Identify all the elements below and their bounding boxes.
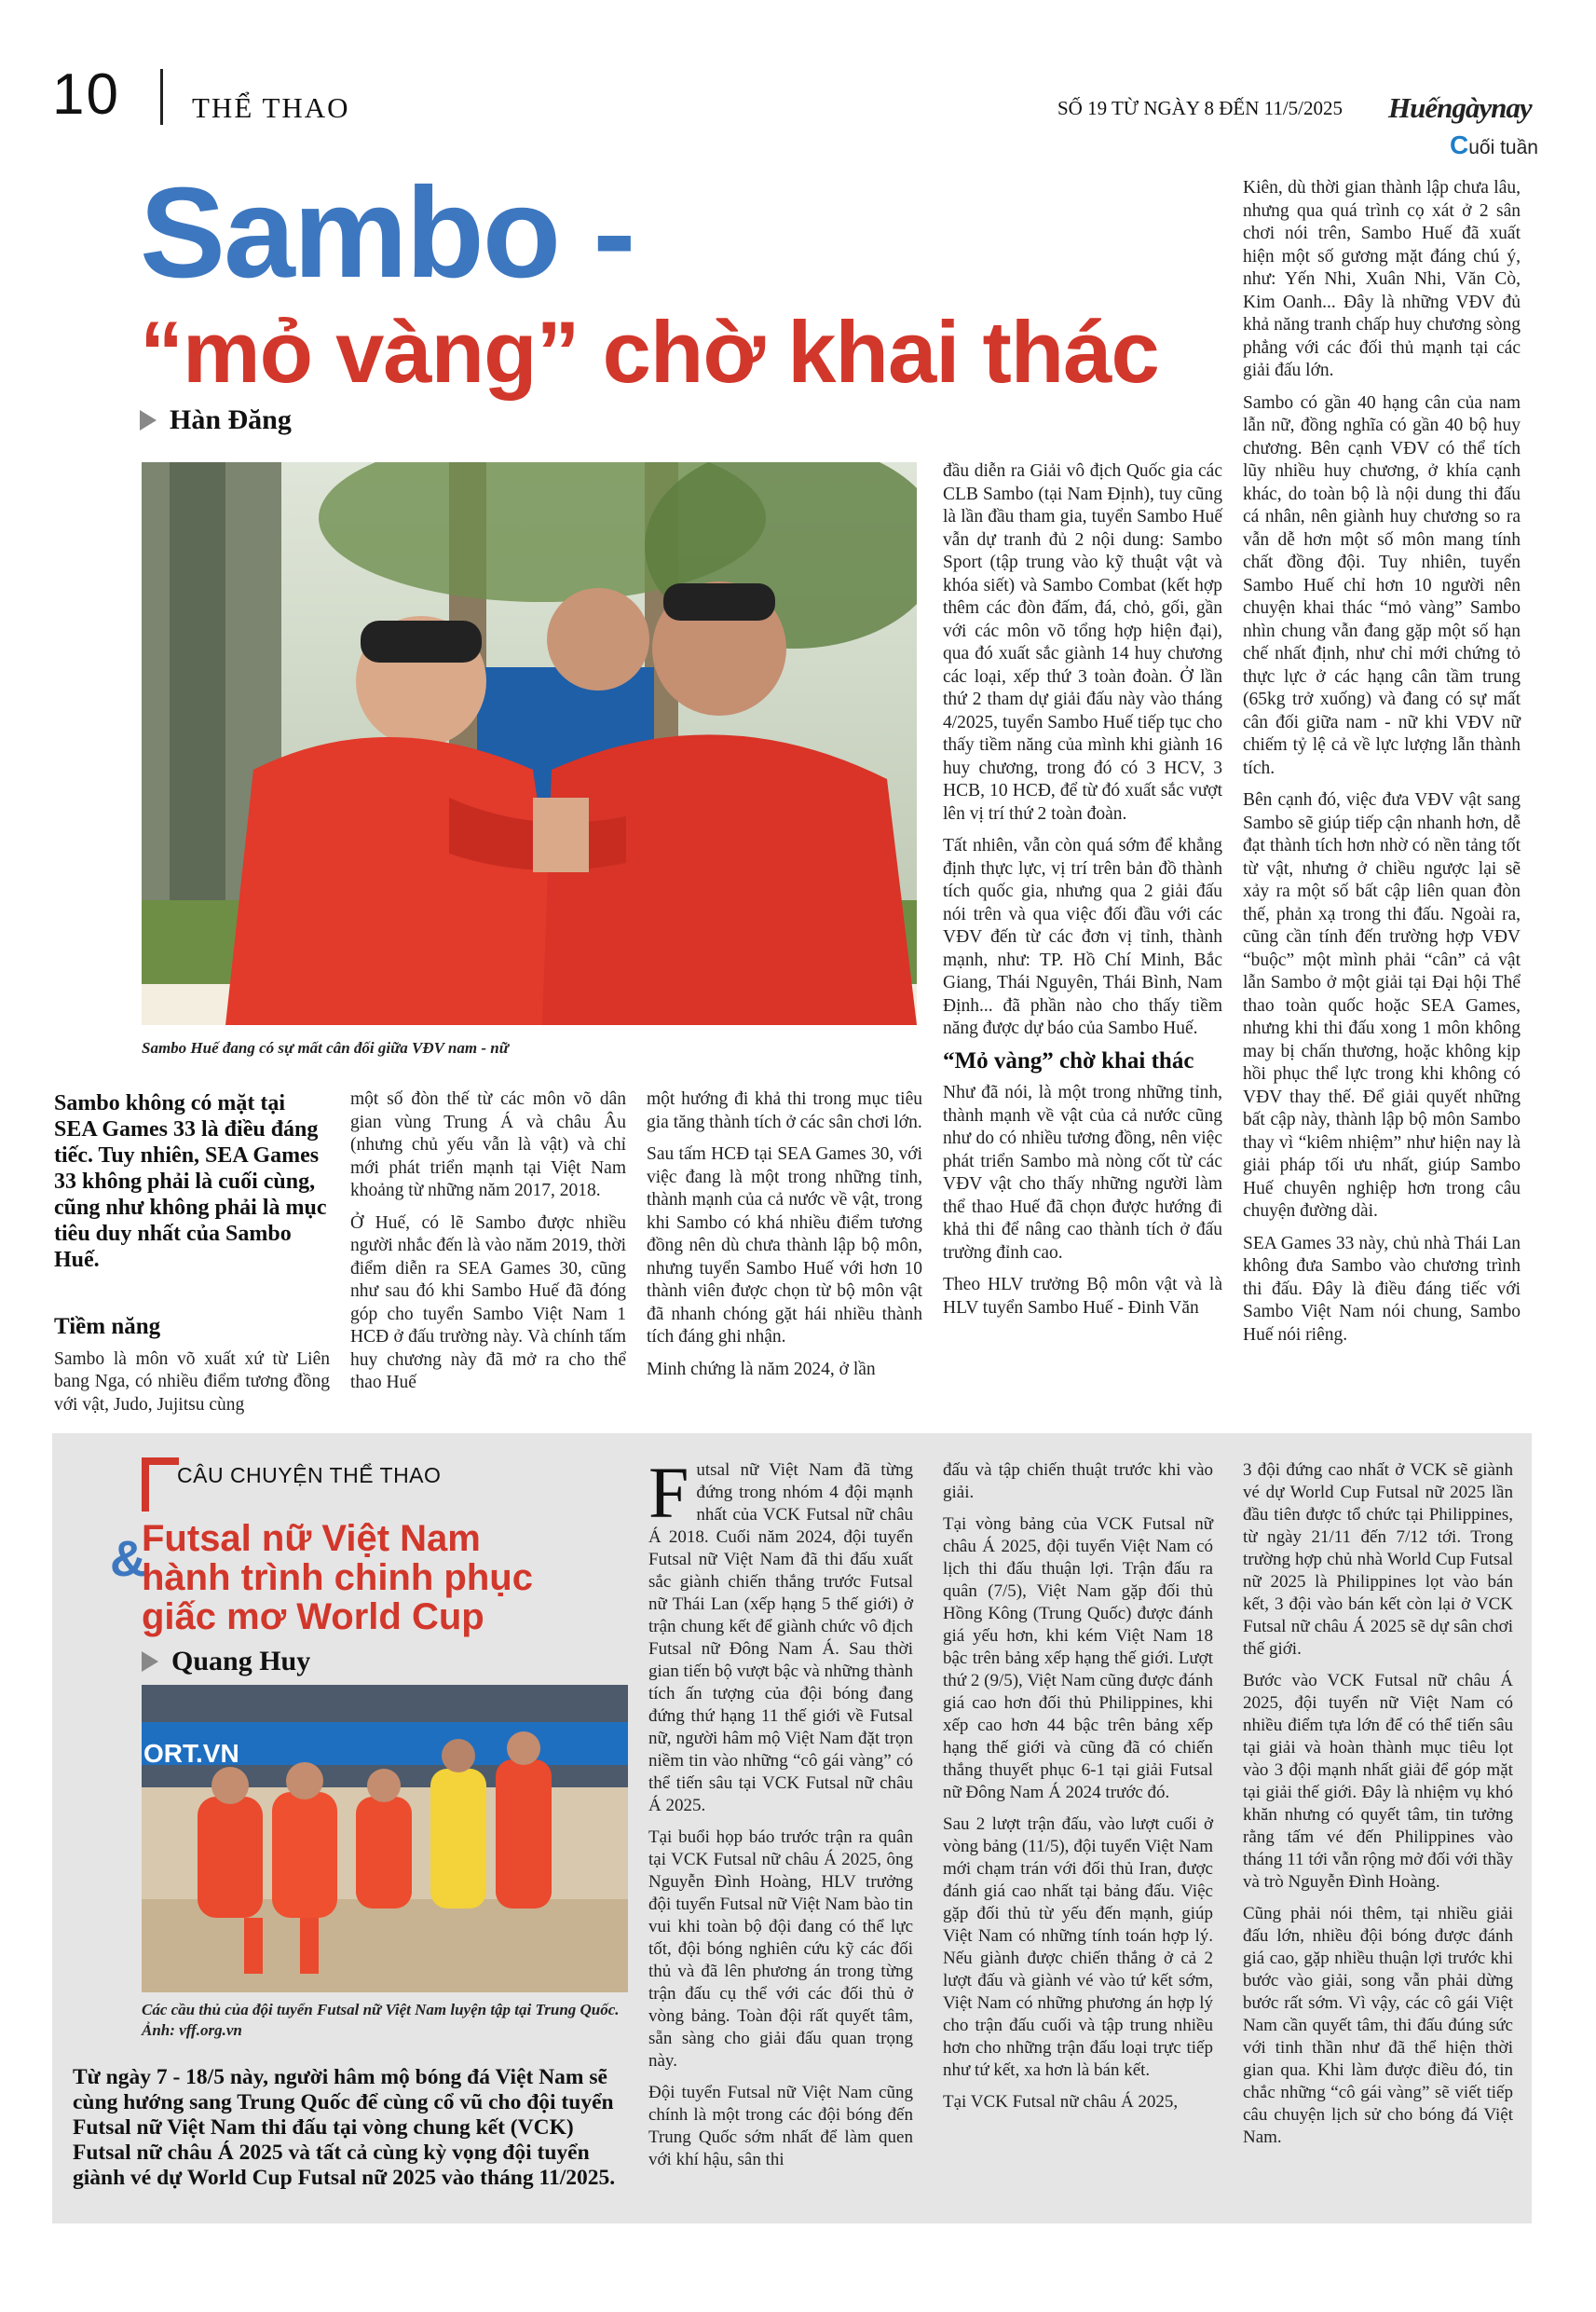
paragraph: Sambo là môn võ xuất xứ từ Liên bang Nga, có nhiều điểm tương đồng với vật, Judo, Jujitsu cùng	[54, 1348, 330, 1415]
story-title-line-1: Futsal nữ Việt Nam	[142, 1518, 481, 1559]
play-triangle-icon	[140, 410, 157, 431]
paragraph: Kiên, dù thời gian thành lập chưa lâu, nhưng qua quá trình cọ xát ở 2 sân chơi nói trên, Sambo Huế đã xuất hiện một số gương mặt đáng chú ý, như: Yến Nhi, Xuân Nhi, Văn Cò, Kim Oanh... Đây là những VĐV đủ khả năng tranh chấp huy chương sòng phẳng với các đối thủ mạnh tại các giải đấu lớn.	[1243, 178, 1521, 380]
drop-cap: F	[648, 1452, 689, 1533]
article-column-4	[943, 460, 1222, 1329]
article-column-1	[54, 1308, 330, 1426]
section-name: THỂ THAO	[192, 91, 350, 124]
publication-logo: Huếngàynay	[1388, 91, 1532, 124]
story-title-line-2: hành trình chinh phục	[142, 1557, 533, 1598]
issue-info: SỐ 19 TỪ NGÀY 8 ĐẾN 11/5/2025	[1057, 97, 1344, 119]
arena-banner-text: ORT.VN	[143, 1739, 239, 1768]
paragraph: Sau tấm HCĐ tại SEA Games 30, với việc đang là một trong những tỉnh, thành mạnh của cả nước về vật, trong khi Sambo có khá nhiều điểm tương đồng nên dù chưa thành lập bộ môn, nhưng tuyển Sambo Huế với hơn 10 thành viên được chọn từ bộ môn vật đã nhanh chóng gặt hái nhiều thành tích đáng ghi nhận.	[647, 1144, 922, 1347]
ampersand-mark: &	[110, 1531, 146, 1587]
author-name: Quang Huy	[171, 1646, 311, 1676]
sambo-photo-illustration	[142, 462, 917, 1025]
category-label: CÂU CHUYỆN THỂ THAO	[177, 1463, 442, 1487]
page-number: 10	[52, 62, 120, 127]
paragraph: Cũng phải nói thêm, tại nhiều giải đấu lớn, nhiều đội bóng được đánh giá cao, gặp nhiều thuận lợi trước khi bước vào giải, song vẫn phải dừng bước rất sớm. Vì vậy, các cô gái Việt Nam cần quyết tâm, thi đấu đúng sức với tinh thần như đã thể hiện thời gian qua. Khi làm được điều đó, tin chắc những “cô gái vàng” sẽ viết tiếp câu chuyện lịch sử cho bóng đá Việt Nam.	[1243, 1904, 1513, 2147]
paragraph: Sambo có gần 40 hạng cân của nam lẫn nữ, đồng nghĩa có gần 40 bộ huy chương. Bên cạnh VĐV có thể tích lũy nhiều huy chương, ở khía cạnh khác, do toàn bộ là nội dung thi đấu cá nhân, nên giành huy chương so ra vẫn dễ hơn một số môn mang tính chất đồng đội. Tuy nhiên, tuyển Sambo Huế chỉ hơn 10 người nên chuyện khai thác “mỏ vàng” Sambo nhìn chung vẫn đang gặp một số hạn chế nhất định, như chỉ mới chứng tỏ thực lực ở các hạng cân tầm trung (65kg trở xuống) và đang có sự mất cân đối giữa nam - nữ khi VĐV nữ chiếm tỷ lệ cả về lực lượng lẫn thành tích.	[1243, 392, 1521, 778]
paragraph: Ở Huế, có lẽ Sambo được nhiều người nhắc đến là vào năm 2019, thời điểm diễn ra SEA Games 30, cũng như sau đó khi Sambo Huế đã đóng góp cho tuyển Sambo Việt Nam 1 HCĐ ở đấu trường này. Và chính tấm huy chương này đã mở ra cho thể thao Huế	[350, 1212, 626, 1392]
article-byline	[140, 404, 292, 436]
paragraph: Như đã nói, là một trong những tỉnh, thành mạnh về vật của cả nước cũng như do có nhiều tương đồng, nên việc phát triển Sambo mà nòng cốt từ các VĐV vật cho thấy những người làm thể thao Huế đã chọn được hướng đi khả thi để nâng cao thành tích ở đấu trường đỉnh cao.	[943, 1083, 1222, 1263]
article-column-2	[350, 1088, 626, 1404]
paragraph: Sau 2 lượt trận đấu, vào lượt cuối ở vòng bảng (11/5), đội tuyển Việt Nam mới chạm trán với đối thủ Iran, được đánh giá cao nhất tại bảng đấu. Việc gặp đối thủ từ yếu đến mạnh, giúp Việt Nam có những tính toán hợp lý. Nếu giành được chiến thắng ở cả 2 lượt đấu và giành vé vào tứ kết sớm, Việt Nam có những phương án hợp lý cho trận đấu cuối và tập trung nhiều hơn cho những trận đấu loại trực tiếp như tứ kết, xa hơn là bán kết.	[943, 1814, 1213, 2080]
article-lead: Sambo không có mặt tại SEA Games 33 là điều đáng tiếc. Tuy nhiên, SEA Games 33 không phải là cuối cùng, cũng như không phải là mục tiêu duy nhất của Sambo Huế.	[54, 1091, 327, 1272]
photo-caption: Sambo Huế đang có sự mất cân đối giữa VĐV nam - nữ	[142, 1039, 509, 1057]
futsal-photo	[142, 1685, 628, 1992]
paragraph: Tại buổi họp báo trước trận ra quân tại VCK Futsal nữ châu Á 2025, ông Nguyễn Đình Hoàng, HLV trưởng đội tuyển Futsal nữ Việt Nam bào tin vui khi toàn bộ đội đang có thể lực tốt, đội bóng nghiên cứu kỹ các đối thủ và đã lên phương án trong từng trận đấu cụ thể với các đối thủ ở vòng bảng. Toàn đội rất quyết tâm, sẵn sàng cho giải đấu quan trọng này.	[648, 1827, 913, 2071]
futsal-photo-illustration	[142, 1685, 628, 1992]
story-column-2	[943, 1459, 1213, 2123]
header-divider	[160, 69, 163, 125]
paragraph: một số đòn thế từ các môn võ dân gian vùng Trung Á và châu Âu (nhưng chủ yếu vẫn là vật) và chỉ mới phát triển mạnh tại Việt Nam khoảng từ những năm 2017, 2018.	[350, 1089, 626, 1200]
story-title-line-3: giấc mơ World Cup	[142, 1596, 484, 1637]
paragraph: một hướng đi khả thi trong mục tiêu gia tăng thành tích ở các sân chơi lớn.	[647, 1089, 922, 1132]
paragraph: SEA Games 33 này, chủ nhà Thái Lan không đưa Sambo vào chương trình thi đấu. Đây là điều đáng tiếc với Sambo Việt Nam nói chung, Sambo Huế nói riêng.	[1243, 1233, 1521, 1345]
story-byline	[142, 1646, 310, 1677]
paragraph-text: utsal nữ Việt Nam đã từng đứng trong nhóm 4 đội mạnh nhất của VCK Futsal nữ châu Á 2018. Cuối năm 2024, đội tuyển Futsal nữ Việt Nam đã thi đấu xuất sắc giành chiến thắng trước Futsal nữ Thái Lan (xếp hạng 5 thế giới) ở trận chung kết để giành chức vô địch Futsal nữ Đông Nam Á. Sau thời gian tiến bộ vượt bậc và những thành tích ấn tượng của đội bóng đang đứng thứ hạng 11 thế giới về Futsal nữ, người hâm mộ Việt Nam đặt trọn niềm tin vào những “cô gái vàng” có thể tiến sâu tại VCK Futsal nữ châu Á 2025.	[648, 1460, 913, 1815]
paragraph: Tại VCK Futsal nữ châu Á 2025,	[943, 2092, 1179, 2112]
paragraph: Tất nhiên, vẫn còn quá sớm để khẳng định thực lực, vị trí trên bản đồ thành tích quốc gia, nhưng qua 2 giải đấu nói trên và qua việc đối đầu với các VĐV đến từ các đơn vị tỉnh, thành mạnh, như: TP. Hồ Chí Minh, Bắc Giang, Thái Nguyên, Thái Bình, Nam Định... đã phần nào cho thấy tiềm năng được dự báo của Sambo Huế.	[943, 836, 1222, 1038]
photo-caption: Các cầu thủ của đội tuyển Futsal nữ Việt Nam luyện tập tại Trung Quốc. Ảnh: vff.org.vn	[142, 2001, 620, 2039]
paragraph: Đội tuyển Futsal nữ Việt Nam cũng chính là một trong các đội bóng đến Trung Quốc sớm nhất để làm quen với khí hậu, sân thi	[648, 2083, 913, 2169]
section-heading-gold-mine: “Mỏ vàng” chờ khai thác	[943, 1047, 1194, 1074]
category-bracket	[142, 1457, 179, 1512]
paragraph: Bên cạnh đó, việc đưa VĐV vật sang Sambo sẽ giúp tiếp cận nhanh hơn, dễ đạt thành tích hơn nhờ có nền tảng tốt từ vật, nhưng ở chiều ngược lại sẽ xảy ra một số bất cập liên quan đòn thế, phản xạ trong thi đấu. Ngoài ra, cũng cần tính đến trường hợp VĐV “buộc” một mình phải “cân” cả vật lẫn Sambo ở một giải tại Đại hội Thể thao toàn quốc hoặc SEA Games, nhưng khi thi đấu xong 1 môn không may bị chấn thương, hoặc không kịp hồi phục thể lực trong khi không có VĐV thay thế. Để giải quyết những bất cập này, thành lập bộ môn Sambo thay vì “kiêm nhiệm” như hiện nay là giải pháp tối ưu nhất, giúp Sambo Huế chuyên nghiệp hơn trong câu chuyện đường dài.	[1243, 790, 1521, 1221]
article-column-3	[647, 1088, 922, 1390]
article-column-5	[1243, 177, 1521, 1356]
story-column-1	[648, 1452, 913, 2181]
story-lead: Từ ngày 7 - 18/5 này, người hâm mộ bóng đá Việt Nam sẽ cùng hướng sang Trung Quốc để cùng cổ vũ cho đội tuyển Futsal nữ Việt Nam thi đấu tại vòng chung kết (VCK) Futsal nữ châu Á 2025 và tất cả cùng kỳ vọng đội tuyển giành vé dự World Cup Futsal nữ 2025 vào tháng 11/2025.	[73, 2065, 616, 2190]
paragraph: đấu và tập chiến thuật trước khi vào giải.	[943, 1460, 1213, 1502]
paragraph: 3 đội đứng cao nhất ở VCK sẽ giành vé dự World Cup Futsal nữ 2025 lần đầu tiên được tổ chức tại Philippines, từ ngày 21/11 đến 7/12 tới. Trong trường hợp chủ nhà World Cup Futsal nữ 2025 là Philippines lọt vào bán kết, 3 đội vào bán kết còn lại ở VCK Futsal nữ châu Á 2025 sẽ dự sân chơi thế giới.	[1243, 1460, 1513, 1659]
paragraph: Tại vòng bảng của VCK Futsal nữ châu Á 2025, đội tuyển Việt Nam có lịch thi đấu thuận lợi. Trận đấu ra quân (7/5), Việt Nam gặp đối thủ Hồng Kông (Trung Quốc) được đánh giá yếu hơn, khi kém Việt Nam 18 bậc trên bảng xếp hạng thế giới. Lượt thứ 2 (9/5), Việt Nam cũng được đánh giá cao hơn đối thủ Philippines, khi xếp cao hơn 44 bậc trên bảng xếp hạng thế giới và cũng đã có chiến thắng thuyết phục 6-1 tại giải Futsal nữ Đông Nam Á 2024 trước đó.	[943, 1514, 1213, 1802]
paragraph: đầu diễn ra Giải vô địch Quốc gia các CLB Sambo (tại Nam Định), tuy cũng là lần đầu tham gia, tuyển Sambo Huế vẫn dự tranh đủ 2 nội dung: Sambo Sport (tập trung vào kỹ thuật vật và khóa siết) và Sambo Combat (kết hợp thêm các đòn đấm, đá, chỏ, gối, gần với các môn võ tổng hợp hiện đại), qua đó xuất sắc giành 14 huy chương các loại, xếp thứ 3 toàn đoàn. Ở lần thứ 2 tham dự giải đấu này vào tháng 4/2025, tuyển Sambo Huế tiếp tục cho thấy tiềm năng của mình khi giành 16 huy chương, trong đó có 3 HCV, 3 HCB, 10 HCĐ, để từ đó xuất sắc vượt lên vị trí thứ 2 toàn đoàn.	[943, 461, 1222, 824]
paragraph	[648, 1452, 913, 1817]
story-title	[142, 1519, 533, 1636]
paragraph: Minh chứng là năm 2024, ở lần	[647, 1359, 876, 1379]
article-title-line-1: Sambo -	[140, 161, 634, 305]
article-title-line-2: “mỏ vàng” chờ khai thác	[140, 303, 1159, 401]
publication-logo-sub	[1450, 130, 1538, 160]
logo-c-letter: C	[1450, 130, 1469, 159]
author-name: Hàn Đăng	[170, 404, 292, 435]
logo-sub-text: uối tuần	[1468, 137, 1538, 158]
section-heading-potential: Tiềm năng	[54, 1314, 161, 1339]
play-triangle-icon	[142, 1651, 158, 1672]
paragraph: Theo HLV trưởng Bộ môn vật và là HLV tuyển Sambo Huế - Đinh Văn	[943, 1275, 1222, 1318]
paragraph: Bước vào VCK Futsal nữ châu Á 2025, đội tuyển nữ Việt Nam có nhiều điểm tựa lớn để có thể tiến sâu tại giải và hoàn thành mục tiêu lọt vào 3 đội mạnh nhất giải để góp mặt tại giải thế giới. Đây là nhiệm vụ khó khăn nhưng có quyết tâm, tin tưởng rằng tấm vé đến Philippines vào tháng 11 tới vẫn rộng mở đối với thầy và trò Nguyễn Đình Hoàng.	[1243, 1671, 1513, 1892]
story-column-3	[1243, 1459, 1513, 2158]
sambo-photo	[142, 462, 917, 1025]
